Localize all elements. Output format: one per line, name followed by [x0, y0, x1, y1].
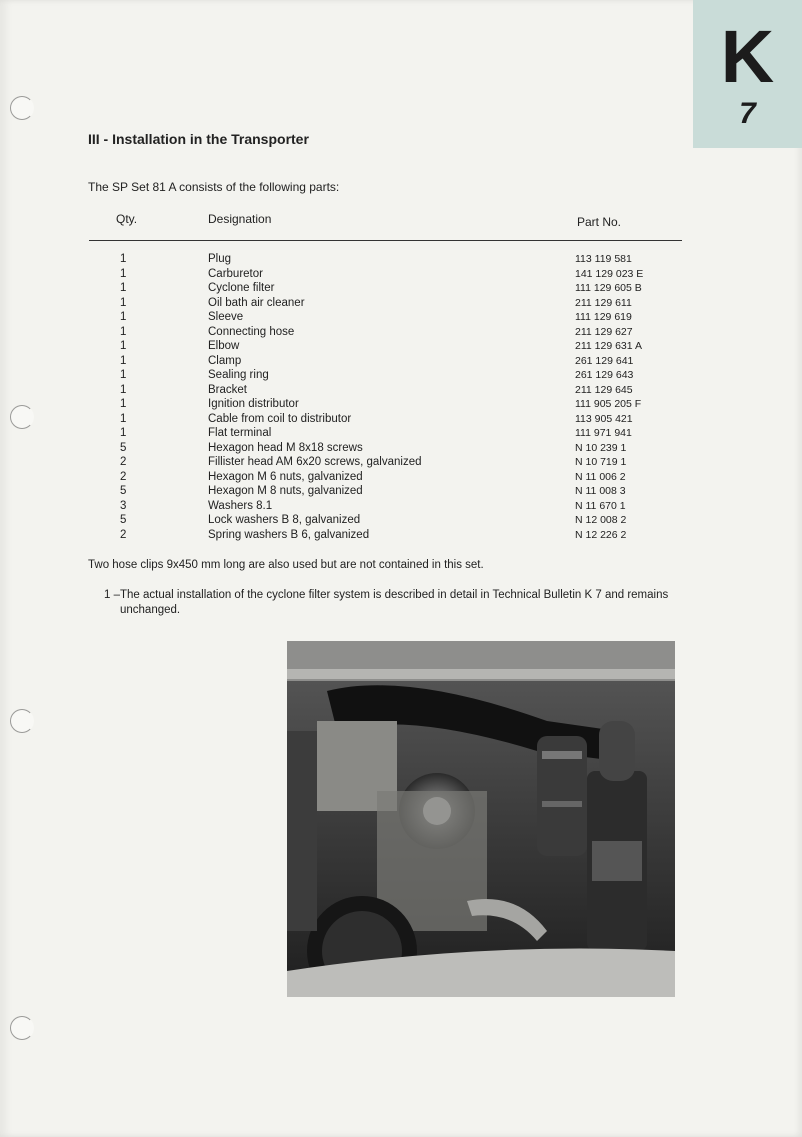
table-row: [0, 310, 802, 325]
step-text: The actual installation of the cyclone filter system is described in detail in Technical Bulletin K 7 and remains unchanged.: [120, 589, 669, 616]
qty-cell: 1: [120, 412, 127, 425]
table-row: [0, 383, 802, 398]
designation-cell: Ignition distributor: [208, 398, 299, 410]
header-rule: [89, 240, 682, 241]
part-no-cell: N 11 006 2: [575, 470, 626, 483]
engine-photo: [287, 641, 675, 997]
qty-column-header: Qty.: [116, 212, 138, 226]
part-no-cell: 111 129 619: [575, 311, 632, 323]
part-no-cell: N 12 008 2: [575, 514, 627, 526]
table-row: [0, 354, 802, 369]
qty-cell: 1: [120, 383, 127, 396]
part-no-cell: N 12 226 2: [575, 528, 627, 541]
table-row: [0, 455, 802, 470]
designation-cell: Washers 8.1: [208, 499, 273, 512]
part-no-cell: 111 905 205 F: [575, 398, 642, 410]
designation-cell: Hexagon M 8 nuts, galvanized: [208, 485, 363, 497]
hose-clips-note: Two hose clips 9x450 mm long are also used but are not contained in this set.: [88, 559, 484, 571]
section-letter: K: [720, 15, 775, 98]
part-no-cell: 261 129 643: [575, 369, 634, 381]
qty-cell: 1: [120, 340, 127, 352]
part-no-cell: N 10 239 1: [575, 441, 627, 454]
qty-cell: 1: [120, 369, 127, 381]
binder-hole: [10, 709, 34, 733]
part-no-cell: N 10 719 1: [575, 456, 627, 468]
parts-table: [0, 252, 802, 542]
section-tab: [693, 0, 802, 148]
qty-cell: 2: [120, 528, 127, 541]
part-no-cell: 141 129 023 E: [575, 267, 644, 280]
qty-cell: 1: [120, 398, 127, 410]
table-row: [0, 296, 802, 311]
designation-cell: Spring washers B 6, galvanized: [208, 528, 370, 541]
part-no-cell: 261 129 641: [575, 354, 634, 367]
qty-cell: 5: [120, 441, 127, 454]
part-no-column-header: Part No.: [577, 215, 622, 229]
table-row: [0, 267, 802, 282]
designation-cell: Carburetor: [208, 267, 263, 280]
part-no-cell: 211 129 627: [575, 325, 633, 338]
designation-cell: Flat terminal: [208, 427, 272, 439]
qty-cell: 3: [120, 499, 127, 512]
table-row: [0, 528, 802, 543]
qty-cell: 1: [120, 253, 127, 265]
part-no-cell: 113 905 421: [575, 412, 633, 425]
designation-cell: Connecting hose: [208, 325, 295, 338]
designation-column-header: Designation: [208, 212, 272, 226]
designation-cell: Cyclone filter: [208, 282, 275, 294]
part-no-cell: 111 129 605 B: [575, 282, 642, 294]
qty-cell: 2: [120, 456, 127, 468]
designation-cell: Sealing ring: [208, 369, 269, 381]
part-no-cell: N 11 670 1: [575, 499, 626, 512]
table-row: [0, 325, 802, 340]
qty-cell: 1: [120, 311, 127, 323]
step-number: 1 –: [104, 589, 120, 601]
designation-cell: Hexagon head M 8x18 screws: [208, 441, 363, 454]
designation-cell: Clamp: [208, 354, 242, 367]
part-no-cell: 211 129 611: [575, 296, 632, 309]
intro-text: The SP Set 81 A consists of the following parts:: [88, 180, 340, 194]
part-no-cell: 211 129 645: [575, 383, 633, 396]
qty-cell: 1: [120, 427, 127, 439]
qty-cell: 1: [120, 325, 127, 338]
table-row: [0, 484, 802, 499]
qty-cell: 2: [120, 470, 127, 483]
section-number: 7: [739, 97, 756, 130]
table-row: [0, 513, 802, 528]
table-row: [0, 441, 802, 456]
qty-cell: 1: [120, 354, 127, 367]
binder-hole: [10, 1016, 34, 1040]
part-no-cell: 113 119 581: [575, 253, 632, 265]
table-row: [0, 412, 802, 427]
table-row: [0, 426, 802, 441]
part-no-cell: 211 129 631 A: [575, 340, 642, 352]
designation-cell: Oil bath air cleaner: [208, 296, 305, 309]
binder-hole: [10, 96, 34, 120]
designation-cell: Cable from coil to distributor: [208, 412, 352, 425]
designation-cell: Lock washers B 8, galvanized: [208, 514, 361, 526]
section-heading: III - Installation in the Transporter: [88, 131, 309, 147]
table-row: [0, 397, 802, 412]
designation-cell: Fillister head AM 6x20 screws, galvanized: [208, 456, 422, 468]
designation-cell: Plug: [208, 253, 232, 265]
table-row: [0, 499, 802, 514]
qty-cell: 1: [120, 282, 127, 294]
table-row: [0, 368, 802, 383]
qty-cell: 5: [120, 514, 127, 526]
table-row: [0, 281, 802, 296]
designation-cell: Bracket: [208, 383, 247, 396]
qty-cell: 5: [120, 485, 127, 497]
table-row: [0, 252, 802, 267]
designation-cell: Hexagon M 6 nuts, galvanized: [208, 470, 363, 483]
designation-cell: Elbow: [208, 340, 240, 352]
designation-cell: Sleeve: [208, 311, 244, 323]
part-no-cell: N 11 008 3: [575, 485, 626, 497]
table-row: [0, 470, 802, 485]
qty-cell: 1: [120, 296, 127, 309]
table-row: [0, 339, 802, 354]
qty-cell: 1: [120, 267, 127, 280]
part-no-cell: 111 971 941: [575, 427, 632, 439]
